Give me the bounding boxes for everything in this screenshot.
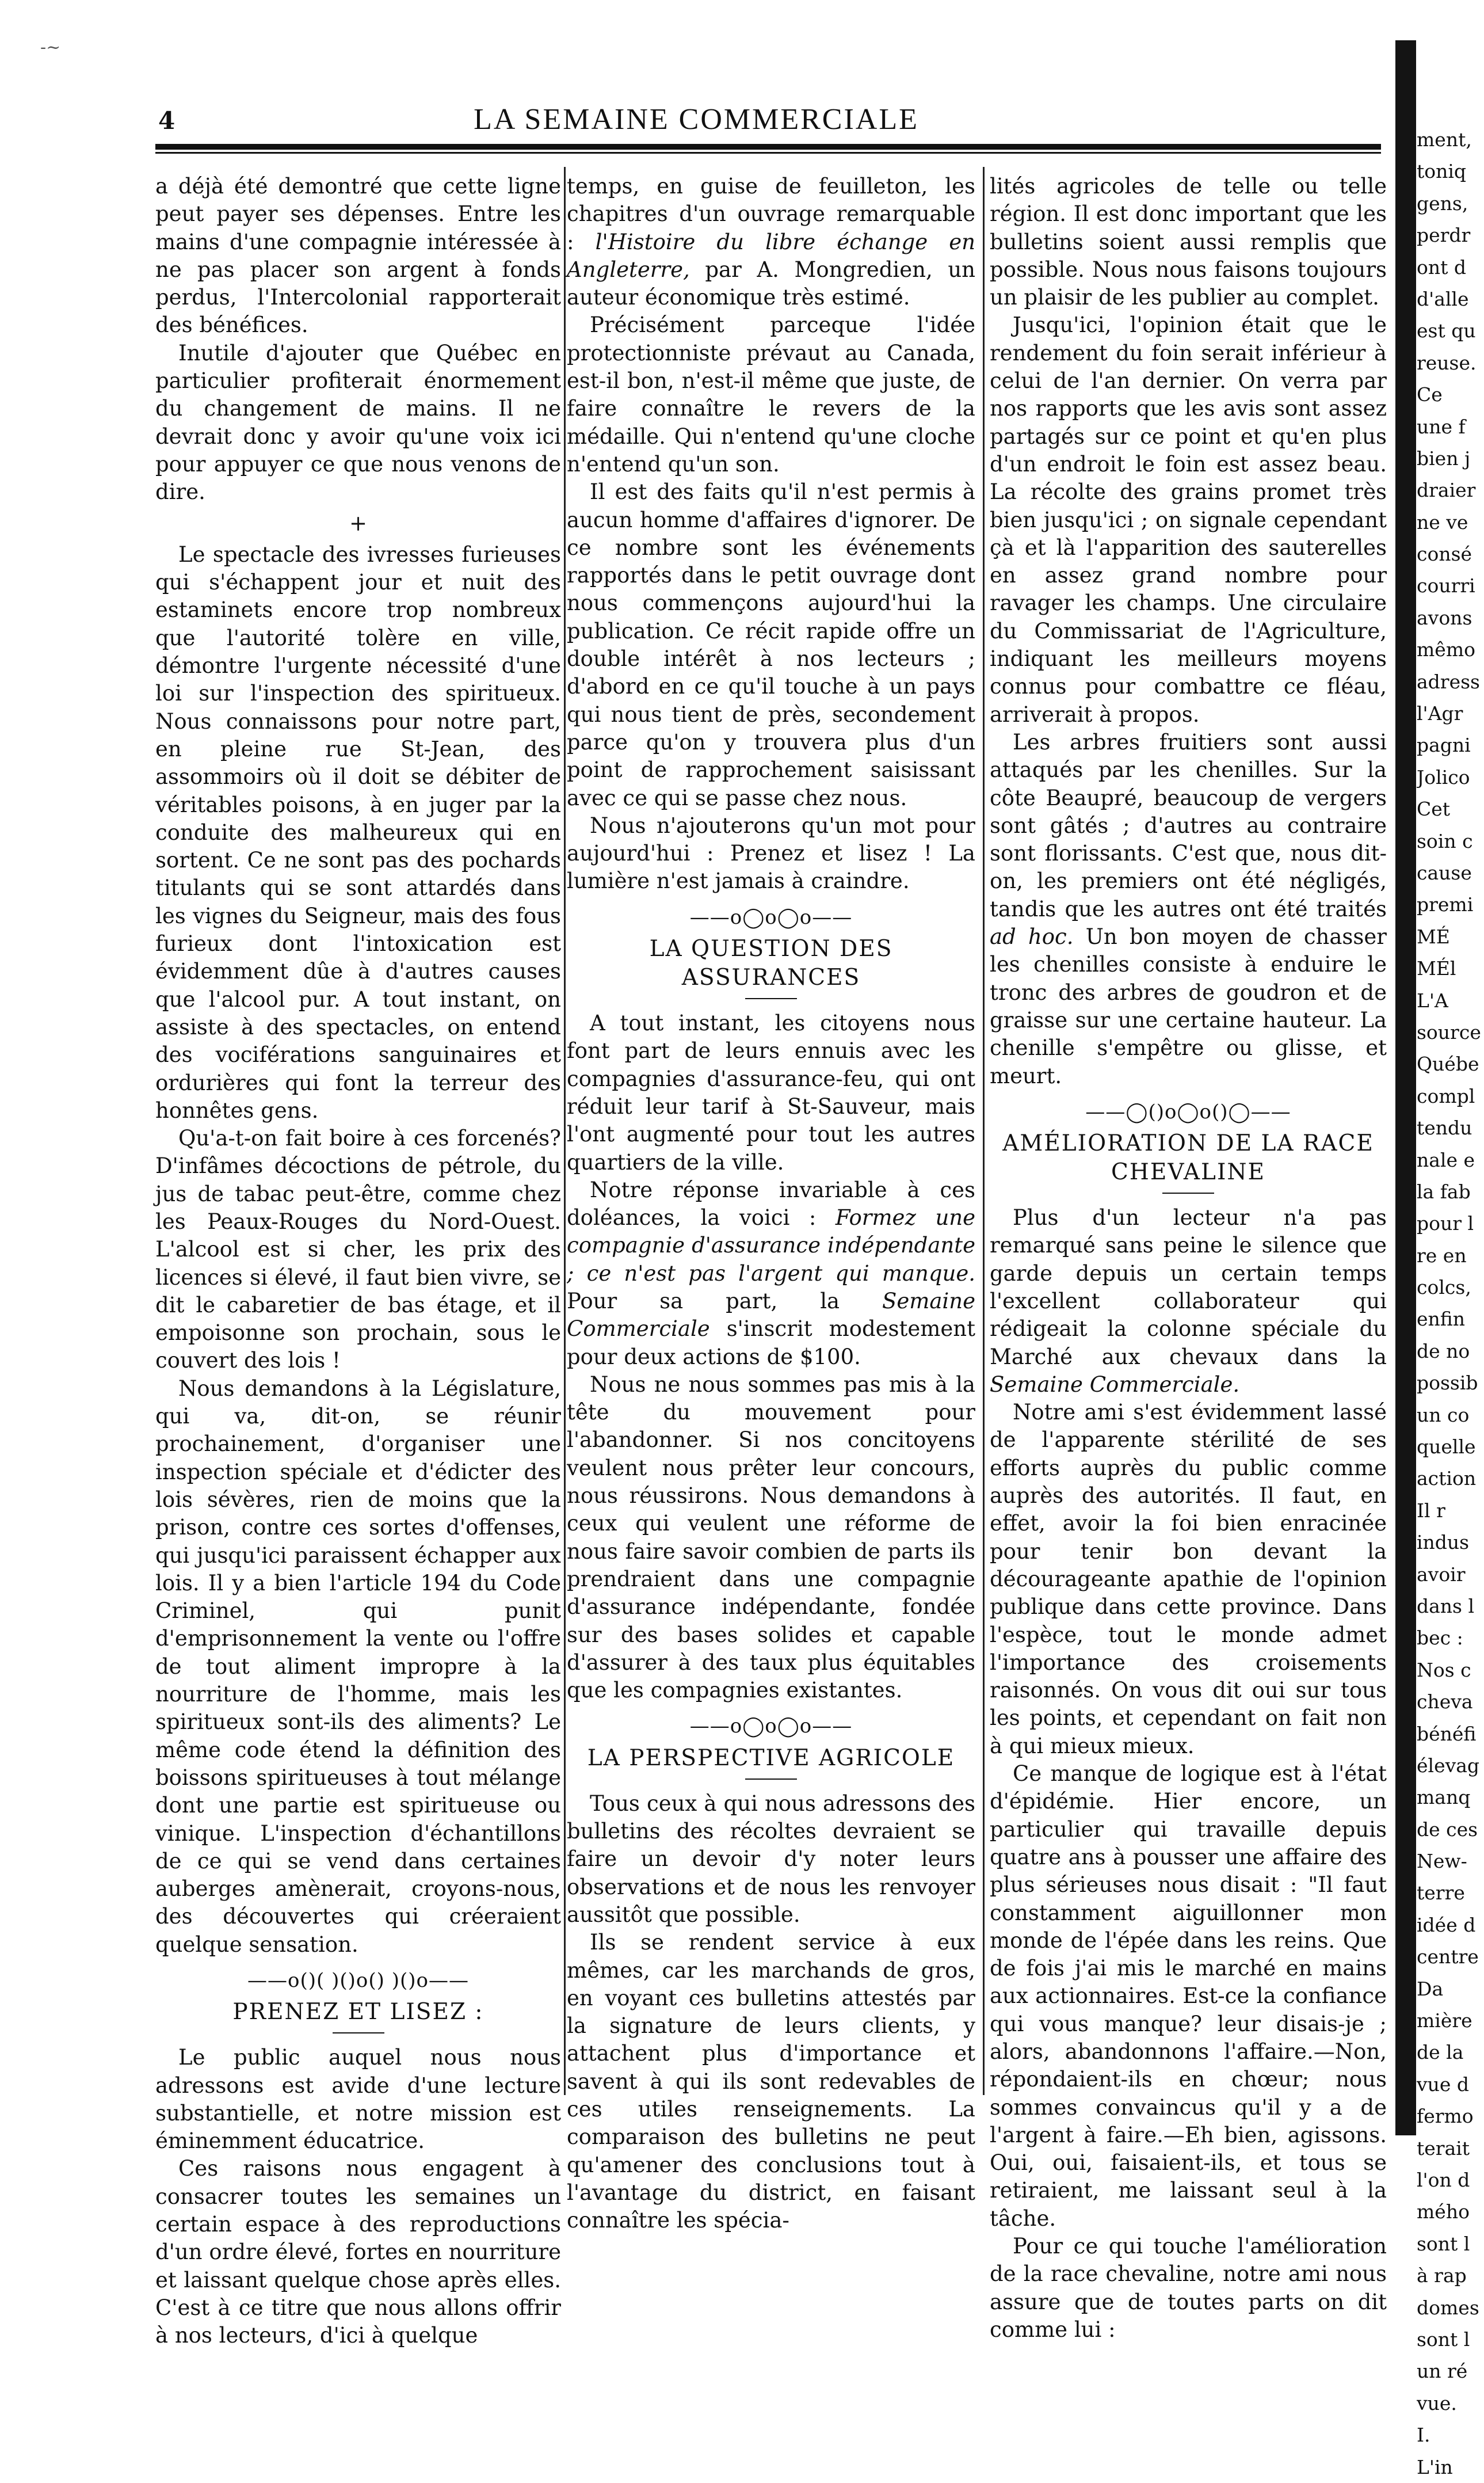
edge-fragment-line: une f xyxy=(1417,415,1466,438)
edge-fragment-line: nale e xyxy=(1417,1148,1475,1171)
edge-fragment-line: courri xyxy=(1417,574,1475,597)
edge-fragment-line: indus xyxy=(1417,1531,1470,1554)
separator-plus: + xyxy=(349,511,367,536)
edge-fragment-line: pour l xyxy=(1417,1212,1474,1235)
edge-fragment-line: domes xyxy=(1417,2296,1479,2319)
edge-fragment-line: enfin xyxy=(1417,1308,1466,1331)
section-heading-race-chevaline: AMÉLIORATION DE LA RACE CHEVALINE xyxy=(1002,1130,1374,1186)
edge-fragment-line: de ces xyxy=(1417,1818,1478,1841)
masthead-title: LA SEMAINE COMMERCIALE xyxy=(474,103,919,136)
edge-fragment-line: quelle xyxy=(1417,1435,1476,1458)
edge-fragment-line: vue. xyxy=(1417,2391,1457,2415)
edge-fragment-line: dans l xyxy=(1417,1594,1475,1617)
header-rule-thick xyxy=(155,144,1381,150)
binding-shadow xyxy=(1395,40,1416,2135)
edge-fragment-line: adress xyxy=(1417,670,1480,693)
edge-fragment-line: la fab xyxy=(1417,1180,1471,1203)
edge-fragment-line: gens, xyxy=(1417,192,1468,215)
paragraph: Les arbres fruitiers sont aussi attaqués par les chenilles. Sur la côte Beaupré, beaucoup de vergers sont gâtés ; d'autres au contraire sont florissants. C'est que, nous dit-on, les premiers ont été négligés, tandis que les autres ont été traités ad hoc. Un bon moyen de chasser les chenilles consiste à enduire le tronc des arbres de goudron et de graisse sur une certaine hauteur. La chenille s'empêtre ou glisse, et meurt. xyxy=(990,729,1387,1088)
edge-fragment-line: sont l xyxy=(1417,2328,1470,2351)
edge-fragment-line: re en xyxy=(1417,1244,1467,1267)
paragraph: Le public auquel nous nous adressons est avide d'une lecture substantielle, et notre mission est éminemment éducatrice. xyxy=(155,2045,561,2154)
edge-fragment-line: ment, xyxy=(1417,128,1472,151)
book-title: l'Histoire du libre échange en Angleterre, xyxy=(567,229,975,282)
column-1 xyxy=(155,173,561,2350)
edge-fragment-line: Cet xyxy=(1417,798,1451,821)
next-page-fragment-column xyxy=(1417,124,1484,2483)
column-divider-1 xyxy=(564,167,566,2095)
edge-fragment-line: cause xyxy=(1417,861,1472,884)
edge-fragment-line: Québe xyxy=(1417,1053,1479,1076)
edge-fragment-line: Il r xyxy=(1417,1499,1445,1522)
section-ornament: ——◯()o◯o()◯—— xyxy=(1085,1100,1291,1124)
edge-fragment-line: bec : xyxy=(1417,1627,1463,1650)
edge-fragment-line: perdr xyxy=(1417,224,1471,247)
edge-fragment-line: compl xyxy=(1417,1084,1475,1107)
edge-fragment-line: draier xyxy=(1417,479,1476,502)
paragraph: Ils se rendent service à eux mêmes, car les marchands de gros, en voyant ces bulletins attestés par la signature de leurs clients, y attachent plus d'importance et savent à qui ils sont redevables de ces utiles renseignements. La comparaison des bulletins ne peut qu'amener des conclusions tout à l'avantage du district, en faisant connaître les spécia- xyxy=(567,1930,975,2233)
section-ornament: ——o()( )()o() )()o—— xyxy=(247,1969,469,1992)
edge-fragment-line: fermo xyxy=(1417,2105,1474,2128)
edge-fragment-line: mého xyxy=(1417,2200,1470,2223)
paragraph: Ces raisons nous engagent à consacrer toutes les semaines un certain espace à des reproductions d'un ordre élevé, fortes en nourriture et laissant quelque chose après elles. C'est à ce titre que nous allons offrir à nos lecteurs, d'ici à quelque xyxy=(155,2156,561,2348)
paragraph: Qu'a-t-on fait boire à ces forcenés? D'infâmes décoctions de pétrole, du jus de tabac peut-être, comme chez les Peaux-Rouges du Nord-Ouest. L'alcool est si cher, les prix des licences si élevé, il faut bien vivre, se dit le cabaretier de bas étage, et il empoisonne son prochain, sous le couvert des lois ! xyxy=(155,1126,561,1373)
newspaper-name: Semaine Commerciale xyxy=(567,1288,975,1342)
edge-fragment-line: New- xyxy=(1417,1850,1467,1873)
column-2 xyxy=(567,173,975,2234)
edge-fragment-line: manq xyxy=(1417,1786,1471,1809)
edge-fragment-line: pagni xyxy=(1417,734,1471,757)
paragraph: Jusqu'ici, l'opinion était que le rendement du foin serait inférieur à celui de l'an dernier. On verra par nos rapports que les avis sont assez partagés sur ce point et qu'en plus d'un endroit le foin est assez beau. La récolte des grains promet très bien jusqu'ici ; on signale cependant çà et là l'apparition des sauterelles en assez grand nombre pour ravager les champs. Une circulaire du Commissariat de l'Agriculture, indiquant les meilleurs moyens connus pour combattre ce fléau, arriverait à propos. xyxy=(990,313,1387,727)
edge-fragment-line: soin c xyxy=(1417,829,1473,852)
paragraph: Inutile d'ajouter que Québec en particulier profiterait énormement du changement de mains. Il ne devrait donc y avoir qu'une voix ici pour appuyer ce que nous venons de dire. xyxy=(155,340,561,505)
edge-fragment-line: L'in xyxy=(1417,2455,1453,2478)
edge-fragment-line: l'Agr xyxy=(1417,702,1463,725)
heading-dash xyxy=(745,1779,797,1780)
edge-fragment-line: ne ve xyxy=(1417,511,1468,534)
edge-fragment-line: est qu xyxy=(1417,319,1476,342)
edge-fragment-line: L'A xyxy=(1417,989,1448,1012)
paragraph: Nous n'ajouterons qu'un mot pour aujourd'hui : Prenez et lisez ! La lumière n'est jamais à craindre. xyxy=(567,813,975,894)
heading-dash xyxy=(333,2032,384,2033)
paragraph: a déjà été demontré que cette ligne peut payer ses dépenses. Entre les mains d'une compagnie intéressée à ne pas placer son argent à fonds perdus, l'Intercolonial rapporterait des bénéfices. xyxy=(155,174,561,338)
heading-dash xyxy=(1162,1193,1214,1194)
edge-fragment-line: cheva xyxy=(1417,1690,1473,1713)
paragraph: Notre réponse invariable à ces doléances, la voici : Formez une compagnie d'assurance indépendante ; ce n'est pas l'argent qui manque. Pour sa part, la Semaine Commerciale s'inscrit modestement pour deux actions de $100. xyxy=(567,1177,975,1369)
edge-fragment-line: mière xyxy=(1417,2009,1472,2032)
paragraph: lités agricoles de telle ou telle région. Il est donc important que les bulletins soient aussi remplis que possible. Nous nous faisons toujours un plaisir de les publier au complet. xyxy=(990,174,1387,310)
edge-fragment-line: tendu xyxy=(1417,1117,1472,1140)
edge-fragment-line: action xyxy=(1417,1467,1477,1490)
edge-fragment-line: I. xyxy=(1417,2424,1430,2447)
edge-fragment-line: terait xyxy=(1417,2137,1470,2160)
edge-fragment-line: bien j xyxy=(1417,447,1471,470)
paragraph: A tout instant, les citoyens nous font part de leurs ennuis avec les compagnies d'assurance-feu, qui ont réduit leur tarif à St-Sauveur, mais l'ont augmenté pour tout les autres quartiers de la ville. xyxy=(567,1011,975,1175)
page-number: 4 xyxy=(158,106,176,135)
paragraph: Le spectacle des ivresses furieuses qui s'échappent jour et nuit des estaminets encore trop nombreux que l'autorité tolère en ville, démontre l'urgente nécessité d'une loi sur l'inspection des spiritueux. Nous connaissons pour notre part, en pleine rue St-Jean, des assommoirs où il doit se débiter de véritables poisons, à en juger par la conduite des malheureux qui en sortent. Ce ne sont pas des pochards titulants qui se sont attardés dans les vignes du Seigneur, mais des fous furieux dont l'intoxication est évidemment dûe à d'autres causes que l'alcool pur. A tout instant, on assiste à des spectacles, on entend des vociférations sanguinaires et ordurières qui font la terreur des honnêtes gens. xyxy=(155,542,561,1123)
paragraph: Nous demandons à la Législature, qui va, dit-on, se réunir prochainement, d'organiser une inspection spéciale et d'édicter des lois sévères, rien de moins que la prison, contre ces sortes d'offenses, qui jusqu'ici paraissent échapper aux lois. Il y a bien l'article 194 du Code Criminel, qui punit d'emprisonnement la vente ou l'offre de tout aliment impropre à la nourriture de l'homme, mais les spiritueux sont-ils des aliments? Le même code étend la définition des boissons spiritueuses à tout mélange dont une partie est spiritueuse ou vinique. L'inspection d'échantillons de ce qui se vend dans certaines auberges amènerait, croyons-nous, des découvertes qui créeraient quelque sensation. xyxy=(155,1376,561,1957)
paragraph: Tous ceux à qui nous adressons des bulletins des récoltes devraient se faire un devoir d'y noter leurs observations et de nous les renvoyer aussitôt que possible. xyxy=(567,1791,975,1927)
paragraph: Nous ne nous sommes pas mis à la tête du mouvement pour l'abandonner. Si nos concitoyens veulent nous prêter leur concours, nous réussirons. Nous demandons à ceux qui veulent une réforme de nous faire savoir combien de parts ils prendraient dans une compagnie d'assurance indépendante, fondée sur des bases solides et capable d'assurer à des taux plus équitables que les compagnies existantes. xyxy=(567,1372,975,1703)
edge-fragment-line: toniq xyxy=(1417,160,1467,183)
section-ornament: ——o◯o◯o—— xyxy=(689,1715,853,1738)
heading-dash xyxy=(745,998,797,999)
edge-fragment-line: reuse. xyxy=(1417,351,1477,374)
paragraph: Précisément parceque l'idée protectionniste prévaut au Canada, est-il bon, n'est-il même que juste, de faire connaître le revers de la médaille. Qui n'entend qu'une cloche n'entend qu'un son. xyxy=(567,313,975,477)
edge-fragment-line: MÉ xyxy=(1417,925,1450,948)
edge-fragment-line: Jolico xyxy=(1417,766,1470,789)
edge-fragment-line: premi xyxy=(1417,893,1474,916)
edge-fragment-line: consé xyxy=(1417,543,1472,566)
column-divider-2 xyxy=(983,167,985,2095)
edge-fragment-line: possib xyxy=(1417,1372,1478,1395)
edge-fragment-line: de no xyxy=(1417,1339,1470,1362)
section-heading-assurances: LA QUESTION DES ASSURANCES xyxy=(649,936,893,991)
edge-fragment-line: avons xyxy=(1417,606,1472,629)
paragraph: temps, en guise de feuilleton, les chapitres d'un ouvrage remarquable : l'Histoire du libre échange en Angleterre, par A. Mongredien, un auteur économique très estimé. xyxy=(567,174,975,310)
edge-fragment-line: Nos c xyxy=(1417,1658,1471,1681)
edge-fragment-line: terre xyxy=(1417,1882,1465,1905)
edge-fragment-line: un co xyxy=(1417,1403,1470,1426)
edge-fragment-line: bénéfi xyxy=(1417,1722,1477,1745)
edge-fragment-line: MÉl xyxy=(1417,957,1456,980)
paragraph: Pour ce qui touche l'amélioration de la race chevaline, notre ami nous assure que de toutes parts on dit comme lui : xyxy=(990,2234,1387,2342)
edge-fragment-line: élevag xyxy=(1417,1754,1480,1777)
paragraph: Il est des faits qu'il n'est permis à aucun homme d'affaires d'ignorer. De ce nombre sont les événements rapportés dans le petit ouvrage dont nous commençons aujourd'hui la publication. Ce récit rapide offre un double intérêt à nos lecteurs ; d'abord en ce qu'il touche à un pays qui nous tient de près, secondement parce qu'on y trouvera plus d'un point de rapprochement saisissant avec ce qui se passe chez nous. xyxy=(567,479,975,810)
newspaper-name: Semaine Commerciale. xyxy=(990,1372,1240,1397)
edge-fragment-line: centre xyxy=(1417,1945,1479,1968)
edge-fragment-line: mêmo xyxy=(1417,638,1475,661)
edge-fragment-line: de la xyxy=(1417,2041,1464,2064)
edge-fragment-line: colcs, xyxy=(1417,1276,1471,1299)
header-rule-thin xyxy=(155,152,1381,154)
edge-fragment-line: source xyxy=(1417,1020,1481,1044)
paragraph: Notre ami s'est évidemment lassé de l'apparente stérilité de ses efforts auprès du public comme auprès des autorités. Il faut, en effet, avoir la foi bien enracinée pour tenir bon devant la décourageante apathie de l'opinion publique dans cette province. Dans l'espèce, tout le monde admet l'importance des croisements raisonnés. On vous dit oui sur tous les points, et cependant on fait non à qui mieux mieux. xyxy=(990,1400,1387,1758)
edge-fragment-line: avoir xyxy=(1417,1563,1466,1586)
edge-fragment-line: d'alle xyxy=(1417,287,1469,310)
edge-fragment-line: ont d xyxy=(1417,256,1466,279)
edge-fragment-line: à rap xyxy=(1417,2264,1467,2287)
corner-mark: -~ xyxy=(40,37,61,58)
section-heading-perspective-agricole: LA PERSPECTIVE AGRICOLE xyxy=(587,1745,955,1771)
paragraph: Ce manque de logique est à l'état d'épidémie. Hier encore, un particulier qui travaille depuis quatre ans à pousser une affaire des plus sérieuses nous disait : "Il faut constamment aiguillonner mon monde de l'épée dans les reins. Que de fois j'ai mis le marché en mains aux actionnaires. Est-ce la confiance qui vous manque? leur disais-je ; alors, abandonnons l'affaire.—Non, répondaient-ils en chœur; nous sommes convaincus qu'il y a de l'argent à faire.—Eh bien, agissons. Oui, oui, faisaient-ils, et tous se retiraient, me laissant seul à la tâche. xyxy=(990,1761,1387,2231)
edge-fragment-line: Ce xyxy=(1417,383,1443,406)
section-heading-prenez-et-lisez: PRENEZ ET LISEZ : xyxy=(232,1999,484,2025)
edge-fragment-line: Da xyxy=(1417,1977,1444,2000)
edge-fragment-line: sont l xyxy=(1417,2232,1470,2255)
edge-fragment-line: l'on d xyxy=(1417,2169,1470,2191)
edge-fragment-line: un ré xyxy=(1417,2360,1468,2383)
edge-fragment-line: vue d xyxy=(1417,2073,1470,2096)
edge-fragment-line: idée d xyxy=(1417,1913,1476,1936)
column-3 xyxy=(990,173,1387,2344)
section-ornament: ——o◯o◯o—— xyxy=(689,905,853,929)
paragraph: Plus d'un lecteur n'a pas remarqué sans peine le silence que garde depuis un certain temps l'excellent collaborateur qui rédigeait la colonne spéciale du Marché aux chevaux dans la Semaine Commerciale. xyxy=(990,1205,1387,1397)
